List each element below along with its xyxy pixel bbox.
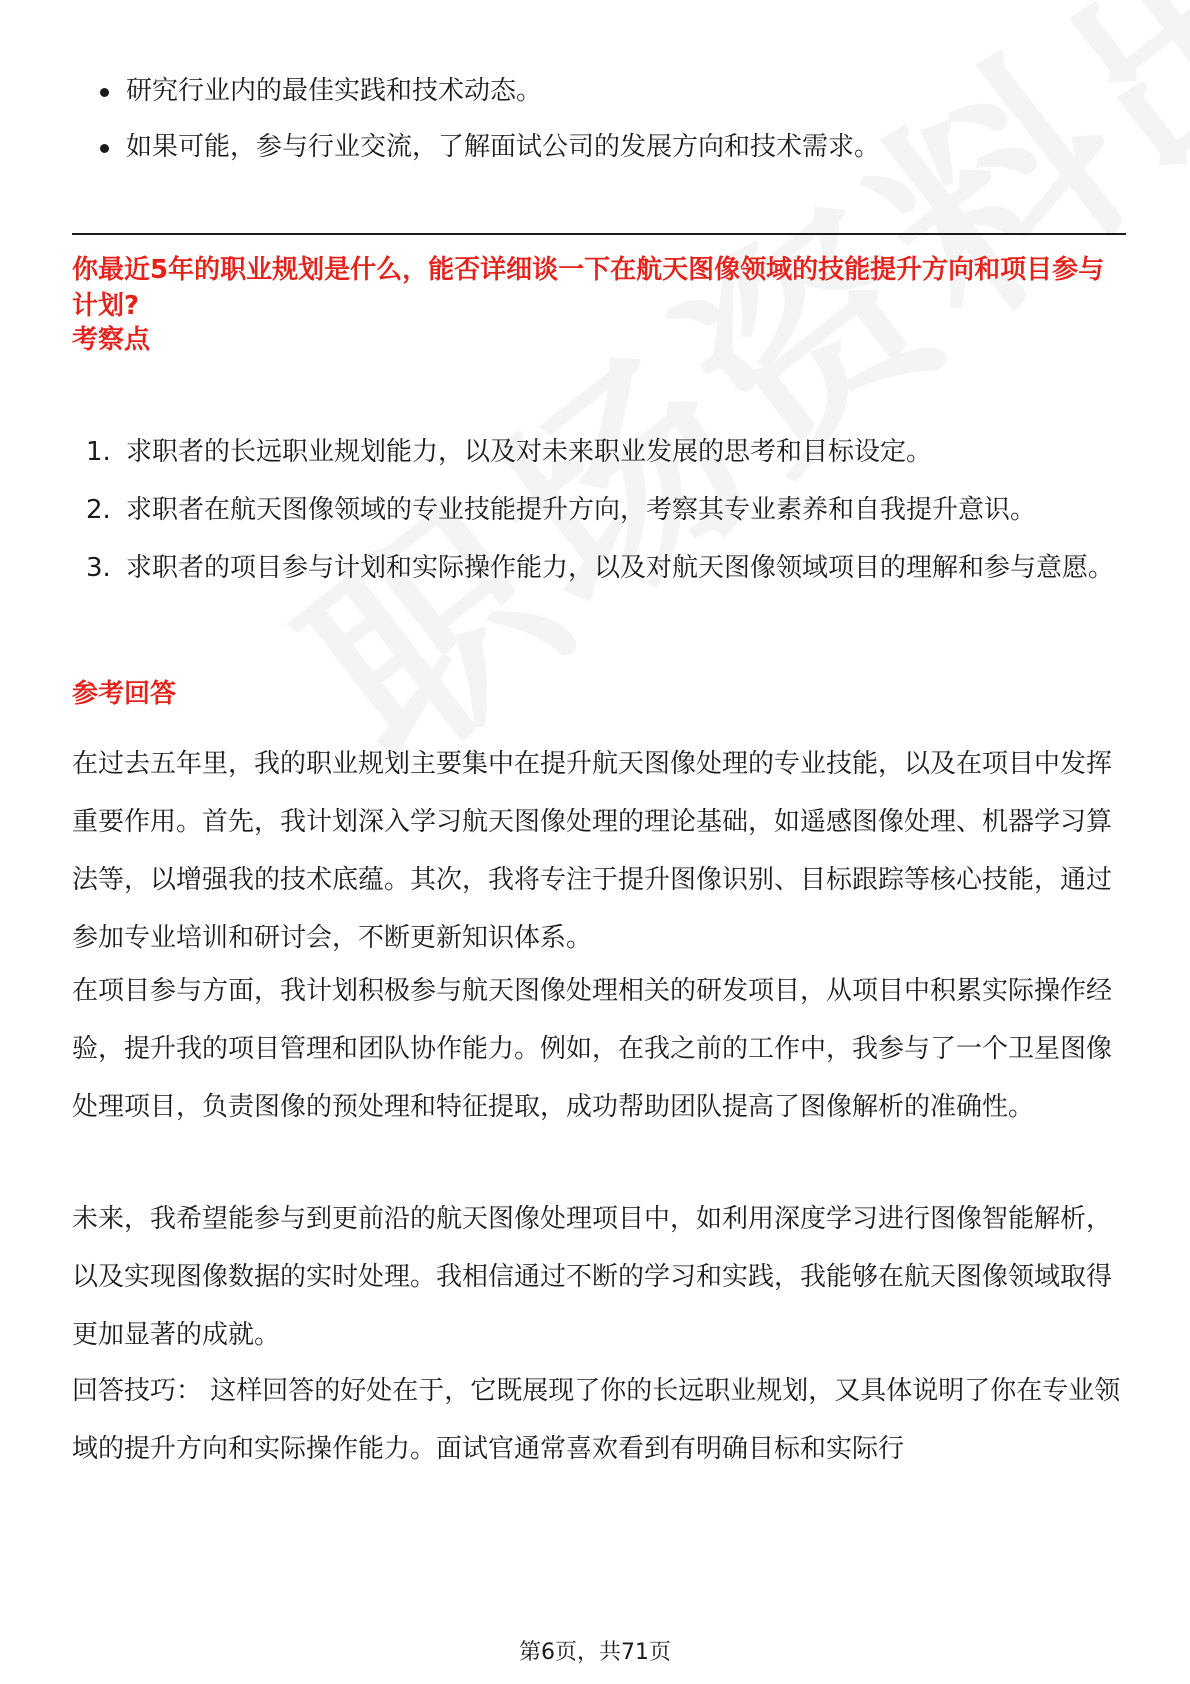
list-item-text: 求职者的项目参与计划和实际操作能力，以及对航天图像领域项目的理解和参与意愿。 [126,553,1115,583]
bullet-dot-icon [100,144,109,153]
list-item-text: 如果可能，参与行业交流，了解面试公司的发展方向和技术需求。 [126,132,881,162]
list-item-text: 研究行业内的最佳实践和技术动态。 [126,76,543,106]
reference-answer-title: 参考回答 [72,679,177,709]
question-heading: 你最近5年的职业规划是什么，能否详细谈一下在航天图像领域的技能提升方向和项目参与计划? [72,255,1105,321]
list-item [72,539,1126,597]
answer-tip-paragraph: 回答技巧： 这样回答的好处在于，它既展现了你的长远职业规划，又具体说明了你在专业领域的提升方向和实际操作能力。面试官通常喜欢看到有明确目标和实际行 [72,1376,1121,1464]
list-item [72,128,1122,166]
list-item [72,423,1126,481]
bullet-dot-icon [100,88,109,97]
list-item-text: 求职者在航天图像领域的专业技能提升方向，考察其专业素养和自我提升意识。 [126,495,1037,525]
list-item-number: 2. [86,495,111,525]
assessment-title: 考察点 [72,325,151,355]
page-number: 第6页，共71页 [519,1640,671,1665]
top-bullet-list [72,72,1122,184]
list-item-number: 1. [86,437,111,467]
list-item [72,72,1122,110]
answer-paragraph: 在过去五年里，我的职业规划主要集中在提升航天图像处理的专业技能，以及在项目中发挥重要作用。首先，我计划深入学习航天图像处理的理论基础，如遥感图像处理、机器学习算法等，以增强我的技术底蕴。其次，我将专注于提升图像识别、目标跟踪等核心技能，通过参加专业培训和研讨会，不断更新知识体系。 [72,749,1113,953]
assessment-list [72,423,1126,597]
answer-paragraph: 未来，我希望能参与到更前沿的航天图像处理项目中，如利用深度学习进行图像智能解析，以及实现图像数据的实时处理。我相信通过不断的学习和实践，我能够在航天图像领域取得更加显著的成就。 [72,1204,1113,1350]
list-item-text: 求职者的长远职业规划能力，以及对未来职业发展的思考和目标设定。 [126,437,933,467]
list-item-number: 3. [86,553,111,583]
section-divider [72,233,1126,235]
list-item [72,481,1126,539]
answer-paragraph: 在项目参与方面，我计划积极参与航天图像处理相关的研发项目，从项目中积累实际操作经验，提升我的项目管理和团队协作能力。例如，在我之前的工作中，我参与了一个卫星图像处理项目，负责图像的预处理和特征提取，成功帮助团队提高了图像解析的准确性。 [72,976,1113,1122]
